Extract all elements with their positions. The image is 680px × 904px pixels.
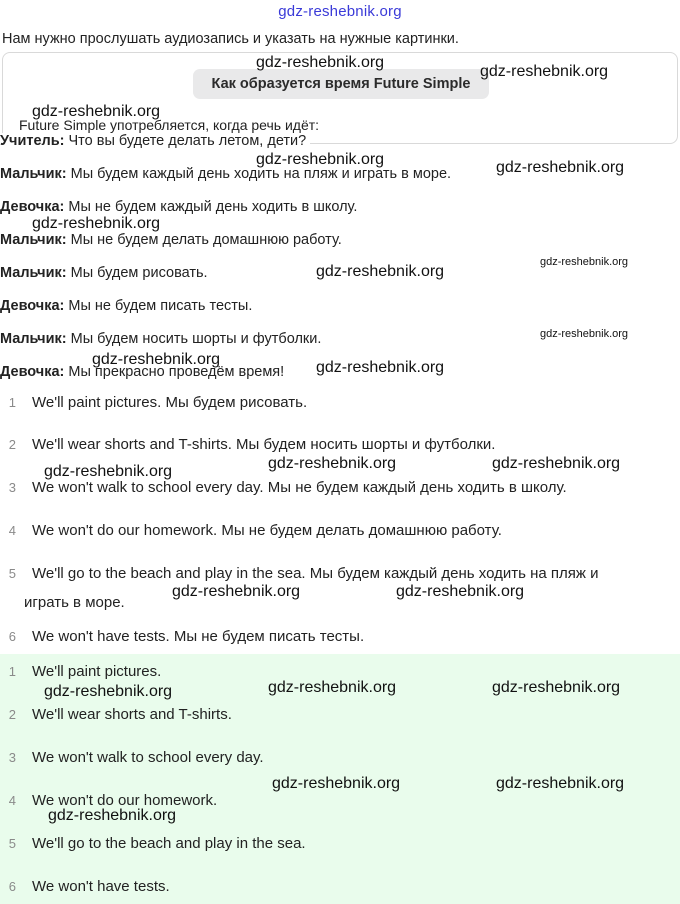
speaker: Мальчик: [0,166,67,182]
item-text: We won't walk to school every day. [32,749,264,766]
watermark: gdz-reshebnik.org [92,351,221,368]
item-text: We'll paint pictures. Мы будем рисовать. [32,394,308,411]
translation-item [0,628,364,645]
answer-item [0,835,306,852]
item-text: We'll paint pictures. [32,663,162,680]
item-number: 1 [8,395,16,410]
watermark: gdz-reshebnik.org [256,54,385,71]
dialogue-line [0,265,212,281]
item-number: 6 [8,879,16,894]
translation-item [0,394,307,411]
watermark: gdz-reshebnik.org [172,583,301,600]
item-number: 2 [8,437,16,452]
item-text: We'll go to the beach and play in the sea. [32,835,306,852]
item-text: We won't have tests. Мы не будем писать тесты. [32,628,365,645]
watermark: gdz-reshebnik.org [316,359,445,376]
item-text: We won't do our homework. Мы не будем делать домашнюю работу. [32,522,502,539]
watermark: gdz-reshebnik.org [492,455,621,472]
watermark: gdz-reshebnik.org [44,463,173,480]
watermark: gdz-reshebnik.org [540,256,629,268]
translation-item [0,565,598,582]
item-number: 2 [8,707,16,722]
dialogue-text: Мы будем носить шорты и футболки. [66,331,322,347]
watermark: gdz-reshebnik.org [492,679,621,696]
dialogue-text: Мы не будем писать тесты. [64,298,253,314]
dialogue-text: Мы будем каждый день ходить на пляж и играть в море. [66,166,452,182]
site-header-link[interactable]: gdz-reshebnik.org [278,3,402,20]
dialogue-text: Мы не будем делать домашнюю работу. [66,232,342,248]
item-text: We'll wear shorts and T-shirts. Мы будем носить шорты и футболки. [32,436,496,453]
task-intro: Нам нужно прослушать аудиозапись и указать на нужные картинки. [2,31,459,47]
translation-item-continuation: играть в море. [24,594,125,611]
dialogue-line [0,331,325,347]
item-number: 4 [8,523,16,538]
dialogue-text: Мы прекрасно проведём время! [64,364,285,380]
answer-item [0,878,170,895]
future-simple-rule-button[interactable]: Как образуется время Future Simple [193,69,489,99]
speaker: Мальчик: [0,265,67,281]
item-number: 6 [8,629,16,644]
dialogue-line [0,166,455,182]
item-number: 5 [8,836,16,851]
rule-text: Future Simple употребляется, когда речь идёт: [19,117,320,133]
item-number: 3 [8,750,16,765]
watermark: gdz-reshebnik.org [44,683,173,700]
translation-item [0,479,567,496]
speaker: Мальчик: [0,232,67,248]
watermark: gdz-reshebnik.org [396,583,525,600]
dialogue-text: Что вы будете делать летом, дети? [64,133,307,149]
item-number: 3 [8,480,16,495]
watermark: gdz-reshebnik.org [496,159,625,176]
item-text: We'll go to the beach and play in the sea. Мы будем каждый день ходить на пляж и [32,565,599,582]
dialogue-line [0,199,361,215]
watermark: gdz-reshebnik.org [256,151,385,168]
answer-item [0,749,264,766]
item-number: 5 [8,566,16,581]
item-number: 1 [8,664,16,679]
watermark: gdz-reshebnik.org [496,775,625,792]
speaker: Учитель: [0,133,65,149]
watermark: gdz-reshebnik.org [268,455,397,472]
item-text: We won't do our homework. [32,792,218,809]
dialogue-line [0,133,310,149]
dialogue-line [0,298,256,314]
dialogue-text: Мы не будем каждый день ходить в школу. [64,199,358,215]
watermark: gdz-reshebnik.org [272,775,401,792]
watermark: gdz-reshebnik.org [32,215,161,232]
dialogue-text: Мы будем рисовать. [66,265,208,281]
item-text: We won't walk to school every day. Мы не будем каждый день ходить в школу. [32,479,567,496]
speaker: Девочка: [0,199,65,215]
item-text: We'll wear shorts and T-shirts. [32,706,232,723]
item-text: We won't have tests. [32,878,170,895]
watermark: gdz-reshebnik.org [48,807,177,824]
item-number: 4 [8,793,16,808]
dialogue-line [0,232,346,248]
speaker: Девочка: [0,364,65,380]
watermark: gdz-reshebnik.org [316,263,445,280]
speaker: Мальчик: [0,331,67,347]
answer-item [0,706,232,723]
watermark: gdz-reshebnik.org [480,63,609,80]
answer-item [0,663,161,680]
watermark: gdz-reshebnik.org [32,103,161,120]
speaker: Девочка: [0,298,65,314]
translation-item [0,522,502,539]
watermark: gdz-reshebnik.org [540,328,629,340]
translation-item [0,436,495,453]
watermark: gdz-reshebnik.org [268,679,397,696]
